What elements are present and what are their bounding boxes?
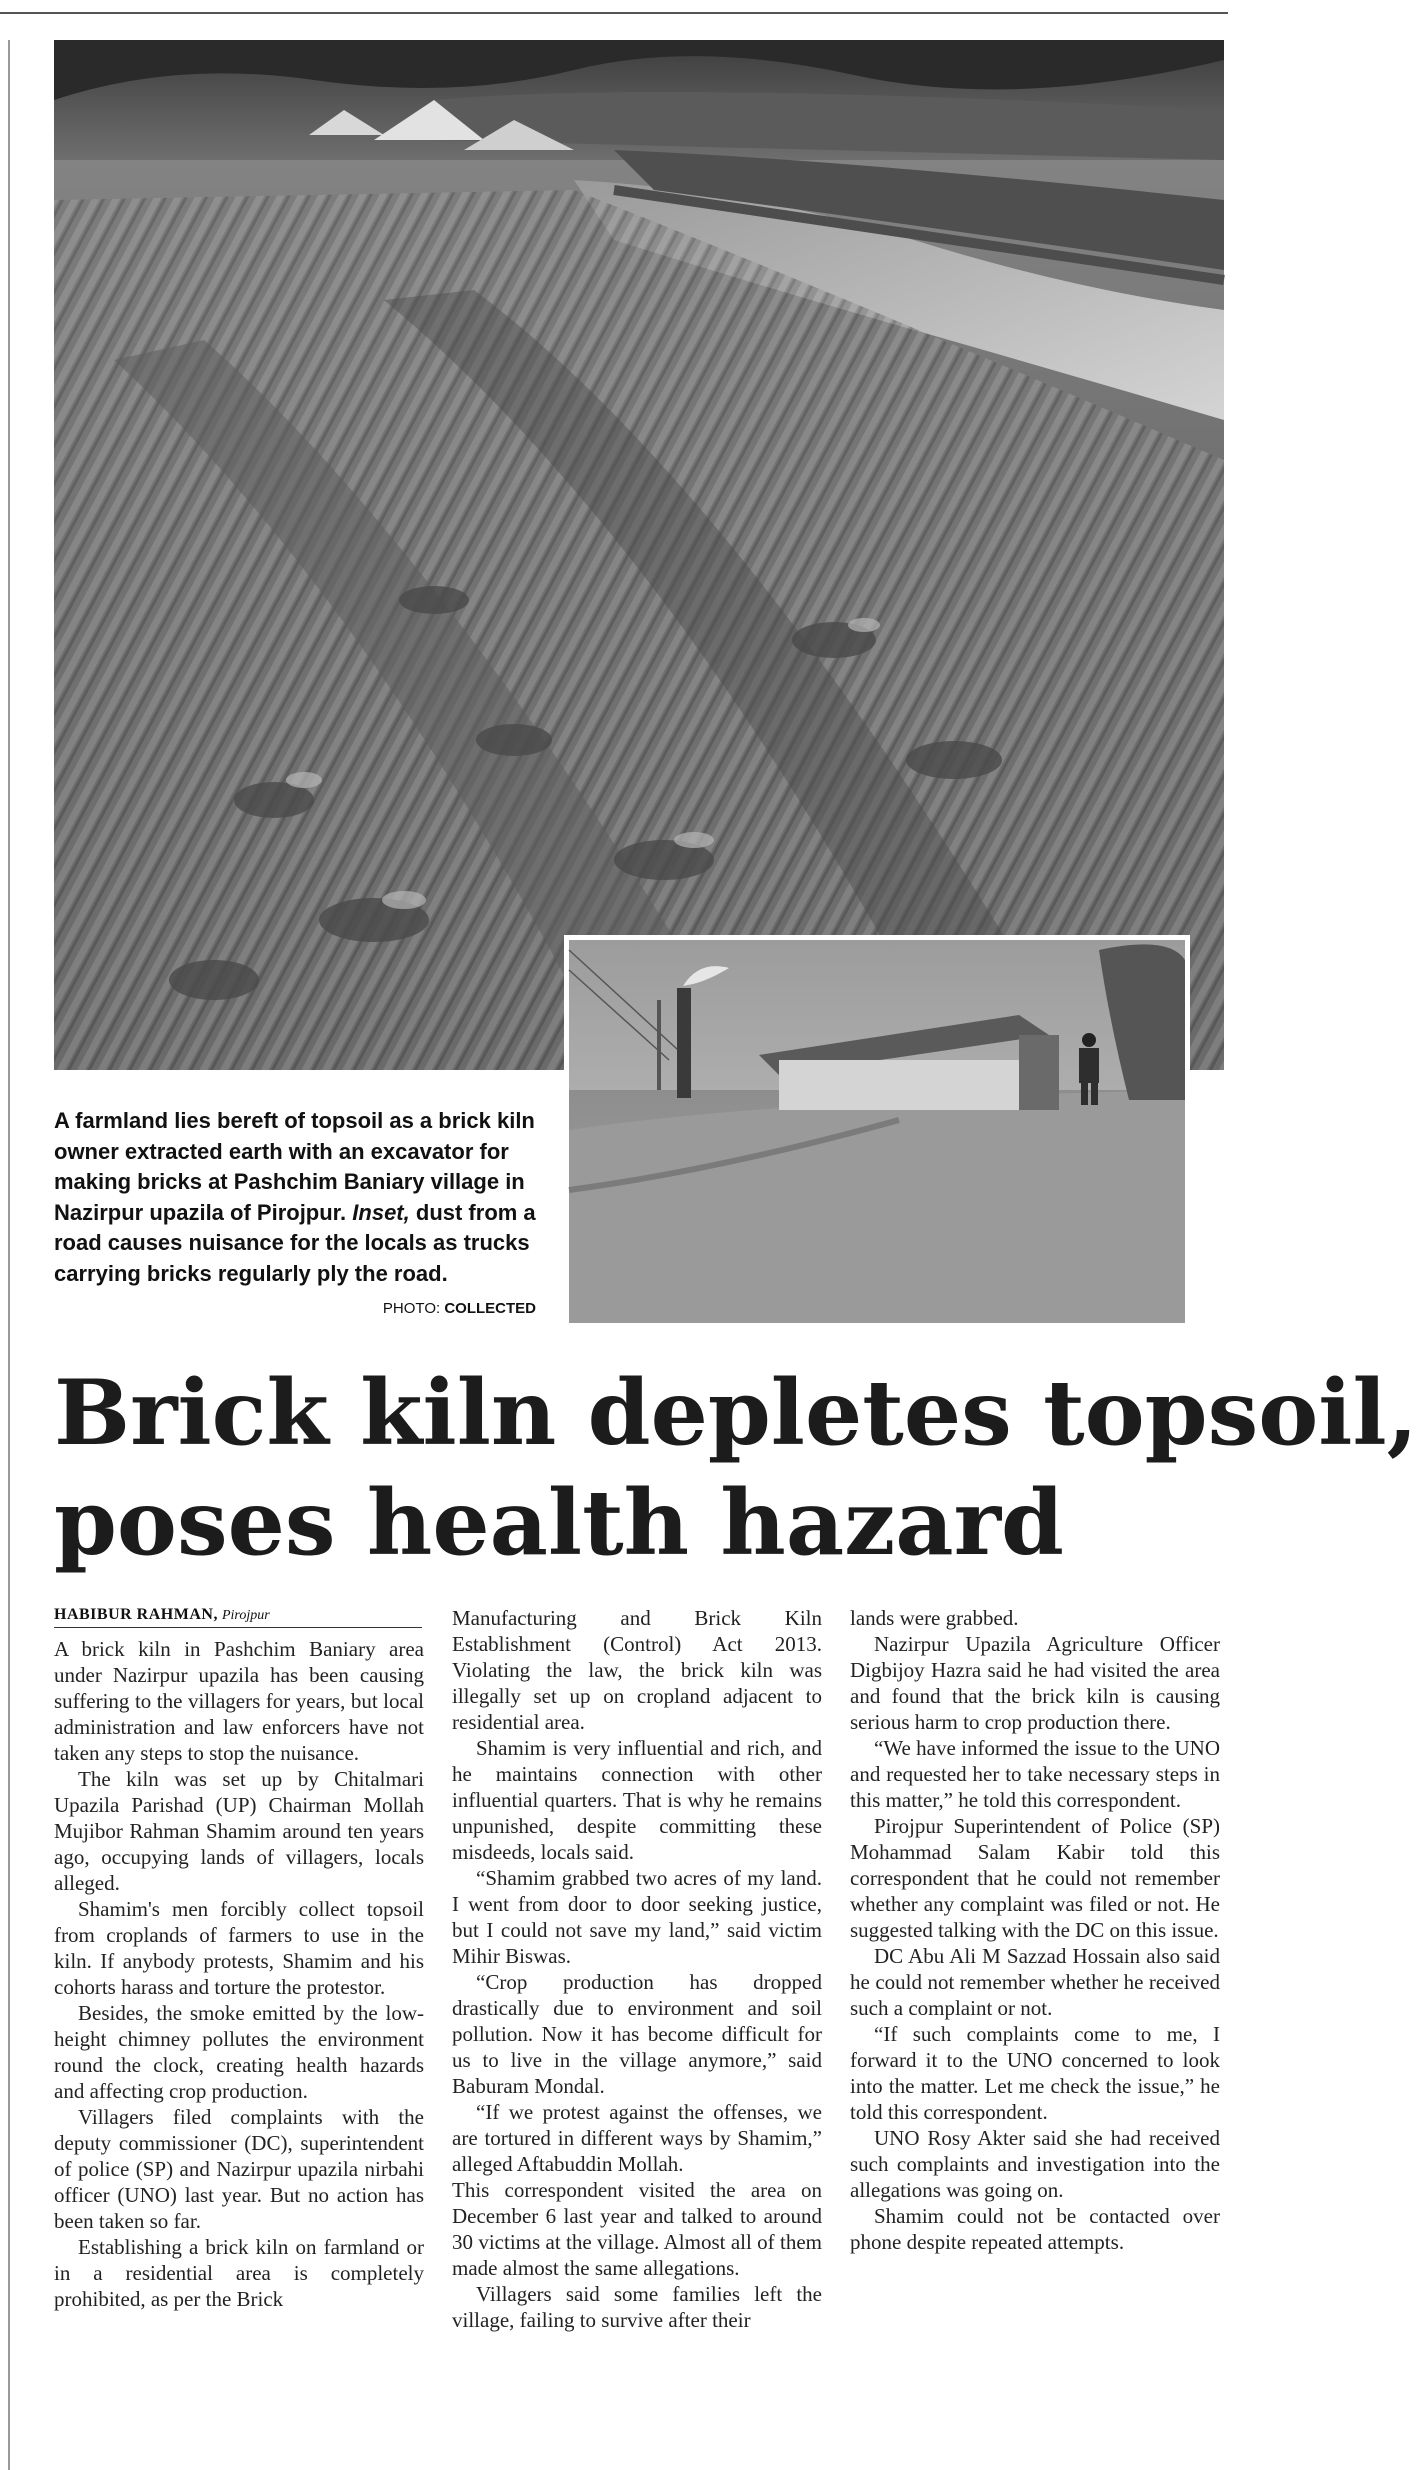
photo-credit	[356, 1300, 536, 1317]
article-column-1	[54, 1636, 424, 2312]
left-rule	[8, 40, 10, 2470]
article-column-2	[452, 1605, 822, 2333]
paragraph: DC Abu Ali M Sazzad Hossain also said he could not remember whether he received such a complaint or not.	[850, 1944, 1220, 2020]
paragraph: Shamim is very influential and rich, and he maintains connection with other influential quarters. That is why he remains unpunished, despite committing these misdeeds, locals said.	[452, 1736, 822, 1864]
paragraph: Shamim could not be contacted over phone despite repeated attempts.	[850, 2204, 1220, 2254]
paragraph: A brick kiln in Pashchim Baniary area under Nazirpur upazila has been causing suffering to the villagers for years, but local administration and law enforcers have not taken any steps to stop the nuisance.	[54, 1637, 424, 1765]
paragraph: “Shamim grabbed two acres of my land. I went from door to door seeking justice, but I could not save my land,” said victim Mihir Biswas.	[452, 1866, 822, 1968]
paragraph: This correspondent visited the area on December 6 last year and talked to around 30 victims at the village. Almost all of them made almost the same allegations.	[452, 2178, 822, 2280]
paragraph: Villagers said some families left the village, failing to survive after their	[452, 2282, 822, 2332]
headline	[54, 1358, 1418, 1578]
paragraph: Villagers filed complaints with the deputy commissioner (DC), superintendent of police (SP) and Nazirpur upazila nirbahi officer (UNO) last year. But no action has been taken so far.	[54, 2105, 424, 2233]
paragraph: Pirojpur Superintendent of Police (SP) Mohammad Salam Kabir told this correspondent that he could not remember whether any complaint was filed or not. He suggested talking with the DC on this issue.	[850, 1814, 1220, 1942]
caption-text-main: A farmland lies bereft of topsoil as a brick kiln owner extracted earth with an excavator for making bricks at Pashchim Baniary village in Nazirpur upazila of Pirojpur.	[54, 1108, 535, 1225]
headline-line-1: Brick kiln depletes topsoil,	[54, 1360, 1418, 1466]
photo-credit-prefix: PHOTO:	[382, 1300, 441, 1317]
paragraph: Establishing a brick kiln on farmland or in a residential area is completely prohibited, as per the Brick	[54, 2235, 424, 2311]
inset-photo	[564, 935, 1190, 1328]
caption-text-inset: dust from a road causes nuisance for the locals as trucks carrying bricks regularly ply the road.	[54, 1199, 536, 1286]
paragraph: “We have informed the issue to the UNO and requested her to take necessary steps in this matter,” he told this correspondent.	[850, 1736, 1220, 1812]
paragraph: Shamim's men forcibly collect topsoil from croplands of farmers to use in the kiln. If anybody protests, Shamim and his cohorts harass and torture the protestor.	[54, 1897, 424, 1999]
paragraph: Nazirpur Upazila Agriculture Officer Digbijoy Hazra said he had visited the area and found that the brick kiln is causing serious harm to crop production there.	[850, 1632, 1220, 1734]
paragraph: lands were grabbed.	[850, 1606, 1019, 1630]
caption-inset-label: Inset,	[352, 1199, 410, 1225]
photo-caption	[54, 1106, 549, 1289]
paragraph: Manufacturing and Brick Kiln Establishment (Control) Act 2013. Violating the law, the brick kiln was illegally set up on cropland adjacent to residential area.	[452, 1606, 822, 1734]
paragraph: “Crop production has dropped drastically due to environment and soil pollution. Now it has become difficult for us to live in the village anymore,” said Baburam Mondal.	[452, 1970, 822, 2098]
byline-author: HABIBUR RAHMAN,	[54, 1606, 218, 1623]
headline-line-2: poses health hazard	[54, 1470, 1064, 1576]
byline	[54, 1606, 422, 1628]
paragraph: UNO Rosy Akter said she had received such complaints and investigation into the allegations was going on.	[850, 2126, 1220, 2202]
farmland-photo-illustration	[54, 40, 1224, 1070]
photo-credit-name: COLLECTED	[444, 1300, 536, 1317]
article-column-3	[850, 1605, 1220, 2255]
kiln-road-photo-illustration	[569, 940, 1185, 1323]
paragraph: Besides, the smoke emitted by the low-height chimney pollutes the environment round the clock, creating health hazards and affecting crop production.	[54, 2001, 424, 2103]
main-photo	[54, 40, 1224, 1070]
byline-location: Pirojpur	[221, 1608, 270, 1623]
top-rule	[0, 12, 1228, 14]
paragraph: “If we protest against the offenses, we are tortured in different ways by Shamim,” alleged Aftabuddin Mollah.	[452, 2100, 822, 2176]
paragraph: The kiln was set up by Chitalmari Upazila Parishad (UP) Chairman Mollah Mujibor Rahman Shamim around ten years ago, occupying lands of villagers, locals alleged.	[54, 1767, 424, 1895]
paragraph: “If such complaints come to me, I forward it to the UNO concerned to look into the matter. Let me check the issue,” he told this correspondent.	[850, 2022, 1220, 2124]
